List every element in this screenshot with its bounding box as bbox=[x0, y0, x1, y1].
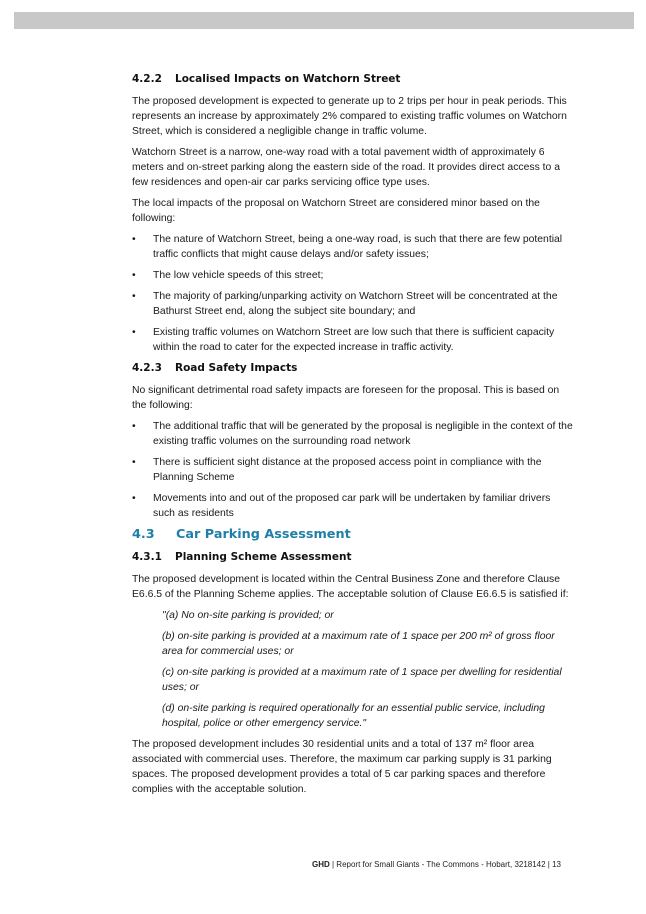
quote-clause-d: (d) on-site parking is required operationally for an essential public service, including hospital, police or other emergency service." bbox=[162, 703, 545, 729]
heading-4-2-3: 4.2.3 Road Safety Impacts bbox=[132, 362, 298, 374]
list-item: • The low vehicle speeds of this street; bbox=[132, 270, 324, 281]
page-content bbox=[132, 72, 574, 803]
heading-4-2-2: 4.2.2 Localised Impacts on Watchorn Street bbox=[132, 73, 401, 85]
paragraph: No significant detrimental road safety impacts are foreseen for the proposal. This is based on the following: bbox=[132, 385, 560, 411]
bullet-icon: • bbox=[132, 291, 136, 302]
bullet-icon: • bbox=[132, 421, 136, 432]
bullet-icon: • bbox=[132, 234, 136, 245]
bullet-list-local-impacts bbox=[132, 232, 574, 355]
paragraph: The local impacts of the proposal on Watchorn Street are considered minor based on the following: bbox=[132, 198, 540, 224]
bullet-icon: • bbox=[132, 493, 136, 504]
paragraph: Watchorn Street is a narrow, one-way road with a total pavement width of approximately 6 meters and on-street parking along the eastern side of the road. It provides direct access to a few residences and open-air car parks servicing office type uses. bbox=[132, 147, 560, 188]
paragraph: The proposed development includes 30 residential units and a total of 137 m² floor area associated with commercial uses. Therefore, the maximum car parking supply is 31 parking spaces. The proposed development provides a total of 5 car parking spaces and therefore complies with the acceptable solution. bbox=[132, 739, 552, 795]
scan-header-bar bbox=[14, 12, 634, 29]
quote-clause-b: (b) on-site parking is provided at a maximum rate of 1 space per 200 m² of gross floor area for commercial uses; or bbox=[162, 631, 555, 657]
quote-clause-c: (c) on-site parking is provided at a maximum rate of 1 space per dwelling for residential uses; or bbox=[162, 667, 562, 693]
bullet-list-road-safety bbox=[132, 419, 574, 521]
list-item: • The majority of parking/unparking activity on Watchorn Street will be concentrated at the Bathurst Street end, along the subject site boundary; and bbox=[132, 291, 558, 317]
bullet-icon: • bbox=[132, 270, 136, 281]
list-item: • There is sufficient sight distance at the proposed access point in compliance with the Planning Scheme bbox=[132, 457, 542, 483]
list-item: • The additional traffic that will be generated by the proposal is negligible in the context of the existing traffic volumes on the surrounding road network bbox=[132, 421, 573, 447]
quote-clause-a: "(a) No on-site parking is provided; or bbox=[162, 610, 334, 621]
bullet-icon: • bbox=[132, 457, 136, 468]
list-item: • Movements into and out of the proposed car park will be undertaken by familiar drivers such as residents bbox=[132, 493, 551, 519]
page-footer bbox=[312, 860, 602, 869]
heading-4-3-1: 4.3.1 Planning Scheme Assessment bbox=[132, 551, 352, 563]
paragraph: The proposed development is expected to generate up to 2 trips per hour in peak periods. This represents an increase by approximately 2% compared to existing traffic volumes on Watchorn Street, which is considered a negligible change in traffic volume. bbox=[132, 96, 567, 137]
bullet-icon: • bbox=[132, 327, 136, 338]
list-item: • The nature of Watchorn Street, being a one-way road, is such that there are few potential traffic conflicts that might cause delays and/or safety issues; bbox=[132, 234, 563, 260]
list-item: • Existing traffic volumes on Watchorn Street are low such that there is sufficient capacity within the road to cater for the expected increase in traffic activity. bbox=[132, 327, 555, 353]
paragraph: The proposed development is located within the Central Business Zone and therefore Clause E6.6.5 of the Planning Scheme applies. The acceptable solution of Clause E6.6.5 is satisfied if: bbox=[132, 574, 569, 600]
footer-brand: GHD bbox=[312, 860, 330, 869]
heading-4-3: 4.3 Car Parking Assessment bbox=[132, 527, 351, 542]
footer-text: | Report for Small Giants - The Commons - Hobart, 3218142 | 13 bbox=[329, 860, 562, 869]
